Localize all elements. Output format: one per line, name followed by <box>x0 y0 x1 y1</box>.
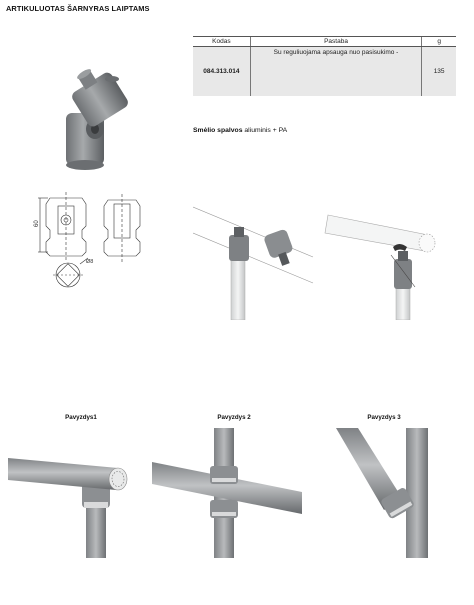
table-row <box>193 47 456 97</box>
cell-weight: 135 <box>422 47 456 97</box>
material-line <box>193 127 287 134</box>
header-note: Pastaba <box>250 37 421 47</box>
example-image-1 <box>8 428 136 558</box>
product-photo <box>50 55 152 173</box>
diameter-dimension: Ø8 <box>86 259 94 265</box>
document-title: ARTIKULUOTAS ŠARNYRAS LAIPTAMS <box>6 4 150 13</box>
cell-note: Su reguliuojama apsauga nuo pasisukimo - <box>250 47 421 97</box>
material-rest: aliuminis + PA <box>242 127 288 134</box>
assembly-illustration <box>193 195 453 320</box>
height-dimension: 60 <box>34 220 40 227</box>
header-weight: g <box>422 37 456 47</box>
example-label-1: Pavyzdys1 <box>65 414 97 421</box>
technical-drawing <box>28 190 168 290</box>
example-image-2 <box>152 428 302 558</box>
cell-code: 084.313.014 <box>193 47 250 97</box>
table-header-row <box>193 37 456 47</box>
example-image-3 <box>336 428 454 558</box>
material-bold: Smėlio spalvos <box>193 127 243 134</box>
header-code: Kodas <box>193 37 250 47</box>
example-label-3: Pavyzdys 3 <box>367 414 401 421</box>
spec-table <box>193 36 456 96</box>
example-label-2: Pavyzdys 2 <box>217 414 251 421</box>
